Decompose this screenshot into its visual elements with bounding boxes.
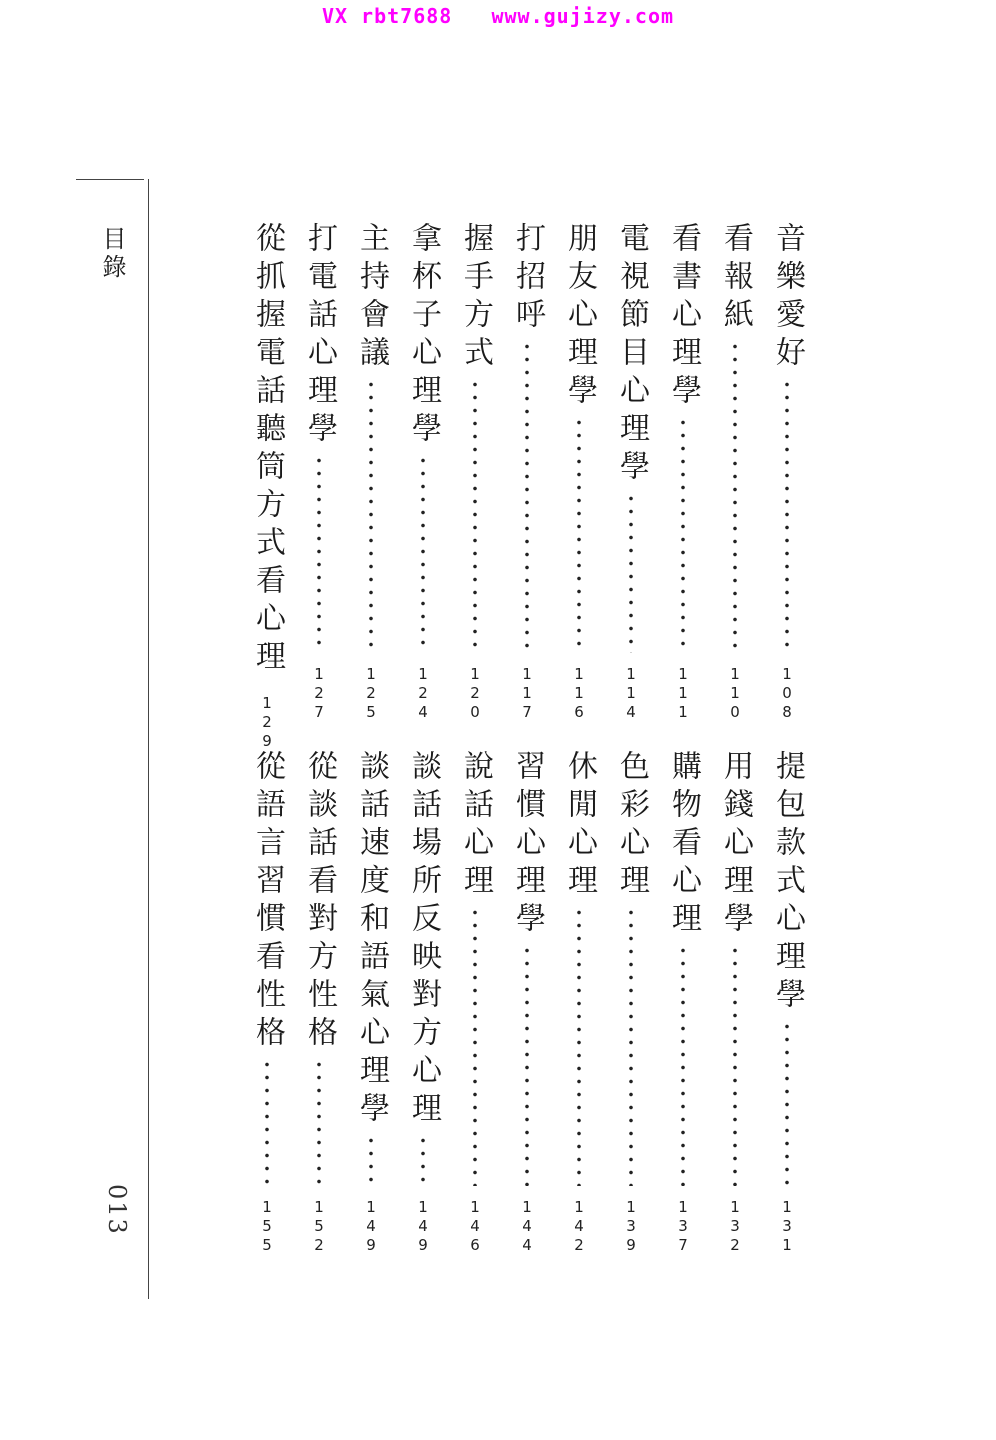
toc-entry[interactable] <box>559 750 599 1255</box>
dot-leader <box>369 378 373 653</box>
toc-entry[interactable] <box>715 222 755 722</box>
toc-entry[interactable] <box>611 222 651 722</box>
page-number: 013 <box>103 1184 131 1236</box>
toc-entry-page: 114 <box>622 665 640 722</box>
toc-entry[interactable] <box>507 222 547 722</box>
dot-leader <box>785 378 789 653</box>
toc-entry-title: 用錢心理學 <box>718 750 753 940</box>
toc-entry-title: 從談話看對方性格 <box>302 750 337 1054</box>
toc-entry-title: 音樂愛好 <box>770 222 805 374</box>
toc-entry-page: 144 <box>518 1198 536 1255</box>
toc-entry-page: 116 <box>570 665 588 722</box>
toc-entry-title: 說話心理 <box>458 750 493 902</box>
toc-entry-title: 從語言習慣看性格 <box>250 750 285 1054</box>
toc-entry-title: 主持會議 <box>354 222 389 374</box>
toc-entry-title: 拿杯子心理學 <box>406 222 441 450</box>
dot-leader <box>577 416 581 653</box>
toc-entry-page: 149 <box>362 1198 380 1255</box>
dot-leader <box>265 1058 269 1186</box>
dot-leader <box>317 1058 321 1186</box>
toc-entry-page: 131 <box>778 1198 796 1255</box>
toc-entry-page: 155 <box>258 1198 276 1255</box>
toc-entry-page: 146 <box>466 1198 484 1255</box>
toc-entry-title: 談話場所反映對方心理 <box>406 750 441 1130</box>
toc-entry-page: 117 <box>518 665 536 722</box>
dot-leader <box>785 1020 789 1186</box>
toc-entry[interactable] <box>611 750 651 1255</box>
toc-entry-title: 打招呼 <box>510 222 545 336</box>
toc-entry[interactable] <box>403 750 443 1255</box>
toc-entry-page: 124 <box>414 665 432 722</box>
toc-entry[interactable] <box>559 222 599 722</box>
toc-entry-title: 朋友心理學 <box>562 222 597 412</box>
toc-entry-page: 111 <box>674 665 692 722</box>
toc-entry[interactable] <box>507 750 547 1255</box>
toc-entry[interactable] <box>299 222 339 722</box>
dot-leader <box>681 416 685 653</box>
toc-entry[interactable] <box>247 750 287 1255</box>
toc-entry[interactable] <box>299 750 339 1255</box>
toc-entry[interactable] <box>351 222 391 722</box>
toc-entry-title: 看報紙 <box>718 222 753 336</box>
toc-entry-title: 看書心理學 <box>666 222 701 412</box>
toc-entry[interactable] <box>663 222 703 722</box>
toc-entry-page: 139 <box>622 1198 640 1255</box>
toc-entry[interactable] <box>455 750 495 1255</box>
toc-entry[interactable] <box>663 750 703 1255</box>
toc-entry-title: 握手方式 <box>458 222 493 374</box>
header-rule <box>76 179 144 180</box>
toc-entry[interactable] <box>247 222 287 751</box>
toc-entry-title: 購物看心理 <box>666 750 701 940</box>
toc-entry[interactable] <box>767 222 807 722</box>
watermark-text: VX rbt7688 www.gujizy.com <box>321 4 675 28</box>
margin-rule <box>148 179 149 1299</box>
dot-leader <box>421 1134 425 1186</box>
toc-entry-title: 從抓握電話聽筒方式看心理 <box>250 222 285 678</box>
toc-entry-page: 142 <box>570 1198 588 1255</box>
dot-leader <box>525 340 529 653</box>
dot-leader <box>733 944 737 1186</box>
dot-leader <box>421 454 425 653</box>
dot-leader <box>369 1134 373 1186</box>
toc-entry-title: 提包款式心理學 <box>770 750 805 1016</box>
dot-leader <box>473 378 477 653</box>
dot-leader <box>681 944 685 1186</box>
toc-entry-title: 色彩心理 <box>614 750 649 902</box>
toc-entry[interactable] <box>767 750 807 1255</box>
toc-entry-title: 談話速度和語氣心理學 <box>354 750 389 1130</box>
dot-leader <box>317 454 321 653</box>
toc-entry-page: 127 <box>310 665 328 722</box>
toc-entry-title: 休閒心理 <box>562 750 597 902</box>
toc-entry-page: 129 <box>258 694 276 751</box>
toc-entry-title: 打電話心理學 <box>302 222 337 450</box>
toc-entry-page: 132 <box>726 1198 744 1255</box>
toc-entry[interactable] <box>715 750 755 1255</box>
dot-leader <box>629 906 633 1186</box>
dot-leader <box>629 492 633 653</box>
toc-entry-title: 習慣心理學 <box>510 750 545 940</box>
toc-entry[interactable] <box>455 222 495 722</box>
dot-leader <box>733 340 737 653</box>
dot-leader <box>577 906 581 1186</box>
toc-entry-page: 152 <box>310 1198 328 1255</box>
toc-entry[interactable] <box>351 750 391 1255</box>
toc-entry-page: 149 <box>414 1198 432 1255</box>
toc-entry-page: 137 <box>674 1198 692 1255</box>
toc-entry-page: 108 <box>778 665 796 722</box>
toc-entry-page: 110 <box>726 665 744 722</box>
toc-entry[interactable] <box>403 222 443 722</box>
dot-leader <box>525 944 529 1186</box>
toc-entry-page: 120 <box>466 665 484 722</box>
toc-entry-title: 電視節目心理學 <box>614 222 649 488</box>
dot-leader <box>473 906 477 1186</box>
section-title: 目錄 <box>98 226 126 282</box>
toc-entry-page: 125 <box>362 665 380 722</box>
